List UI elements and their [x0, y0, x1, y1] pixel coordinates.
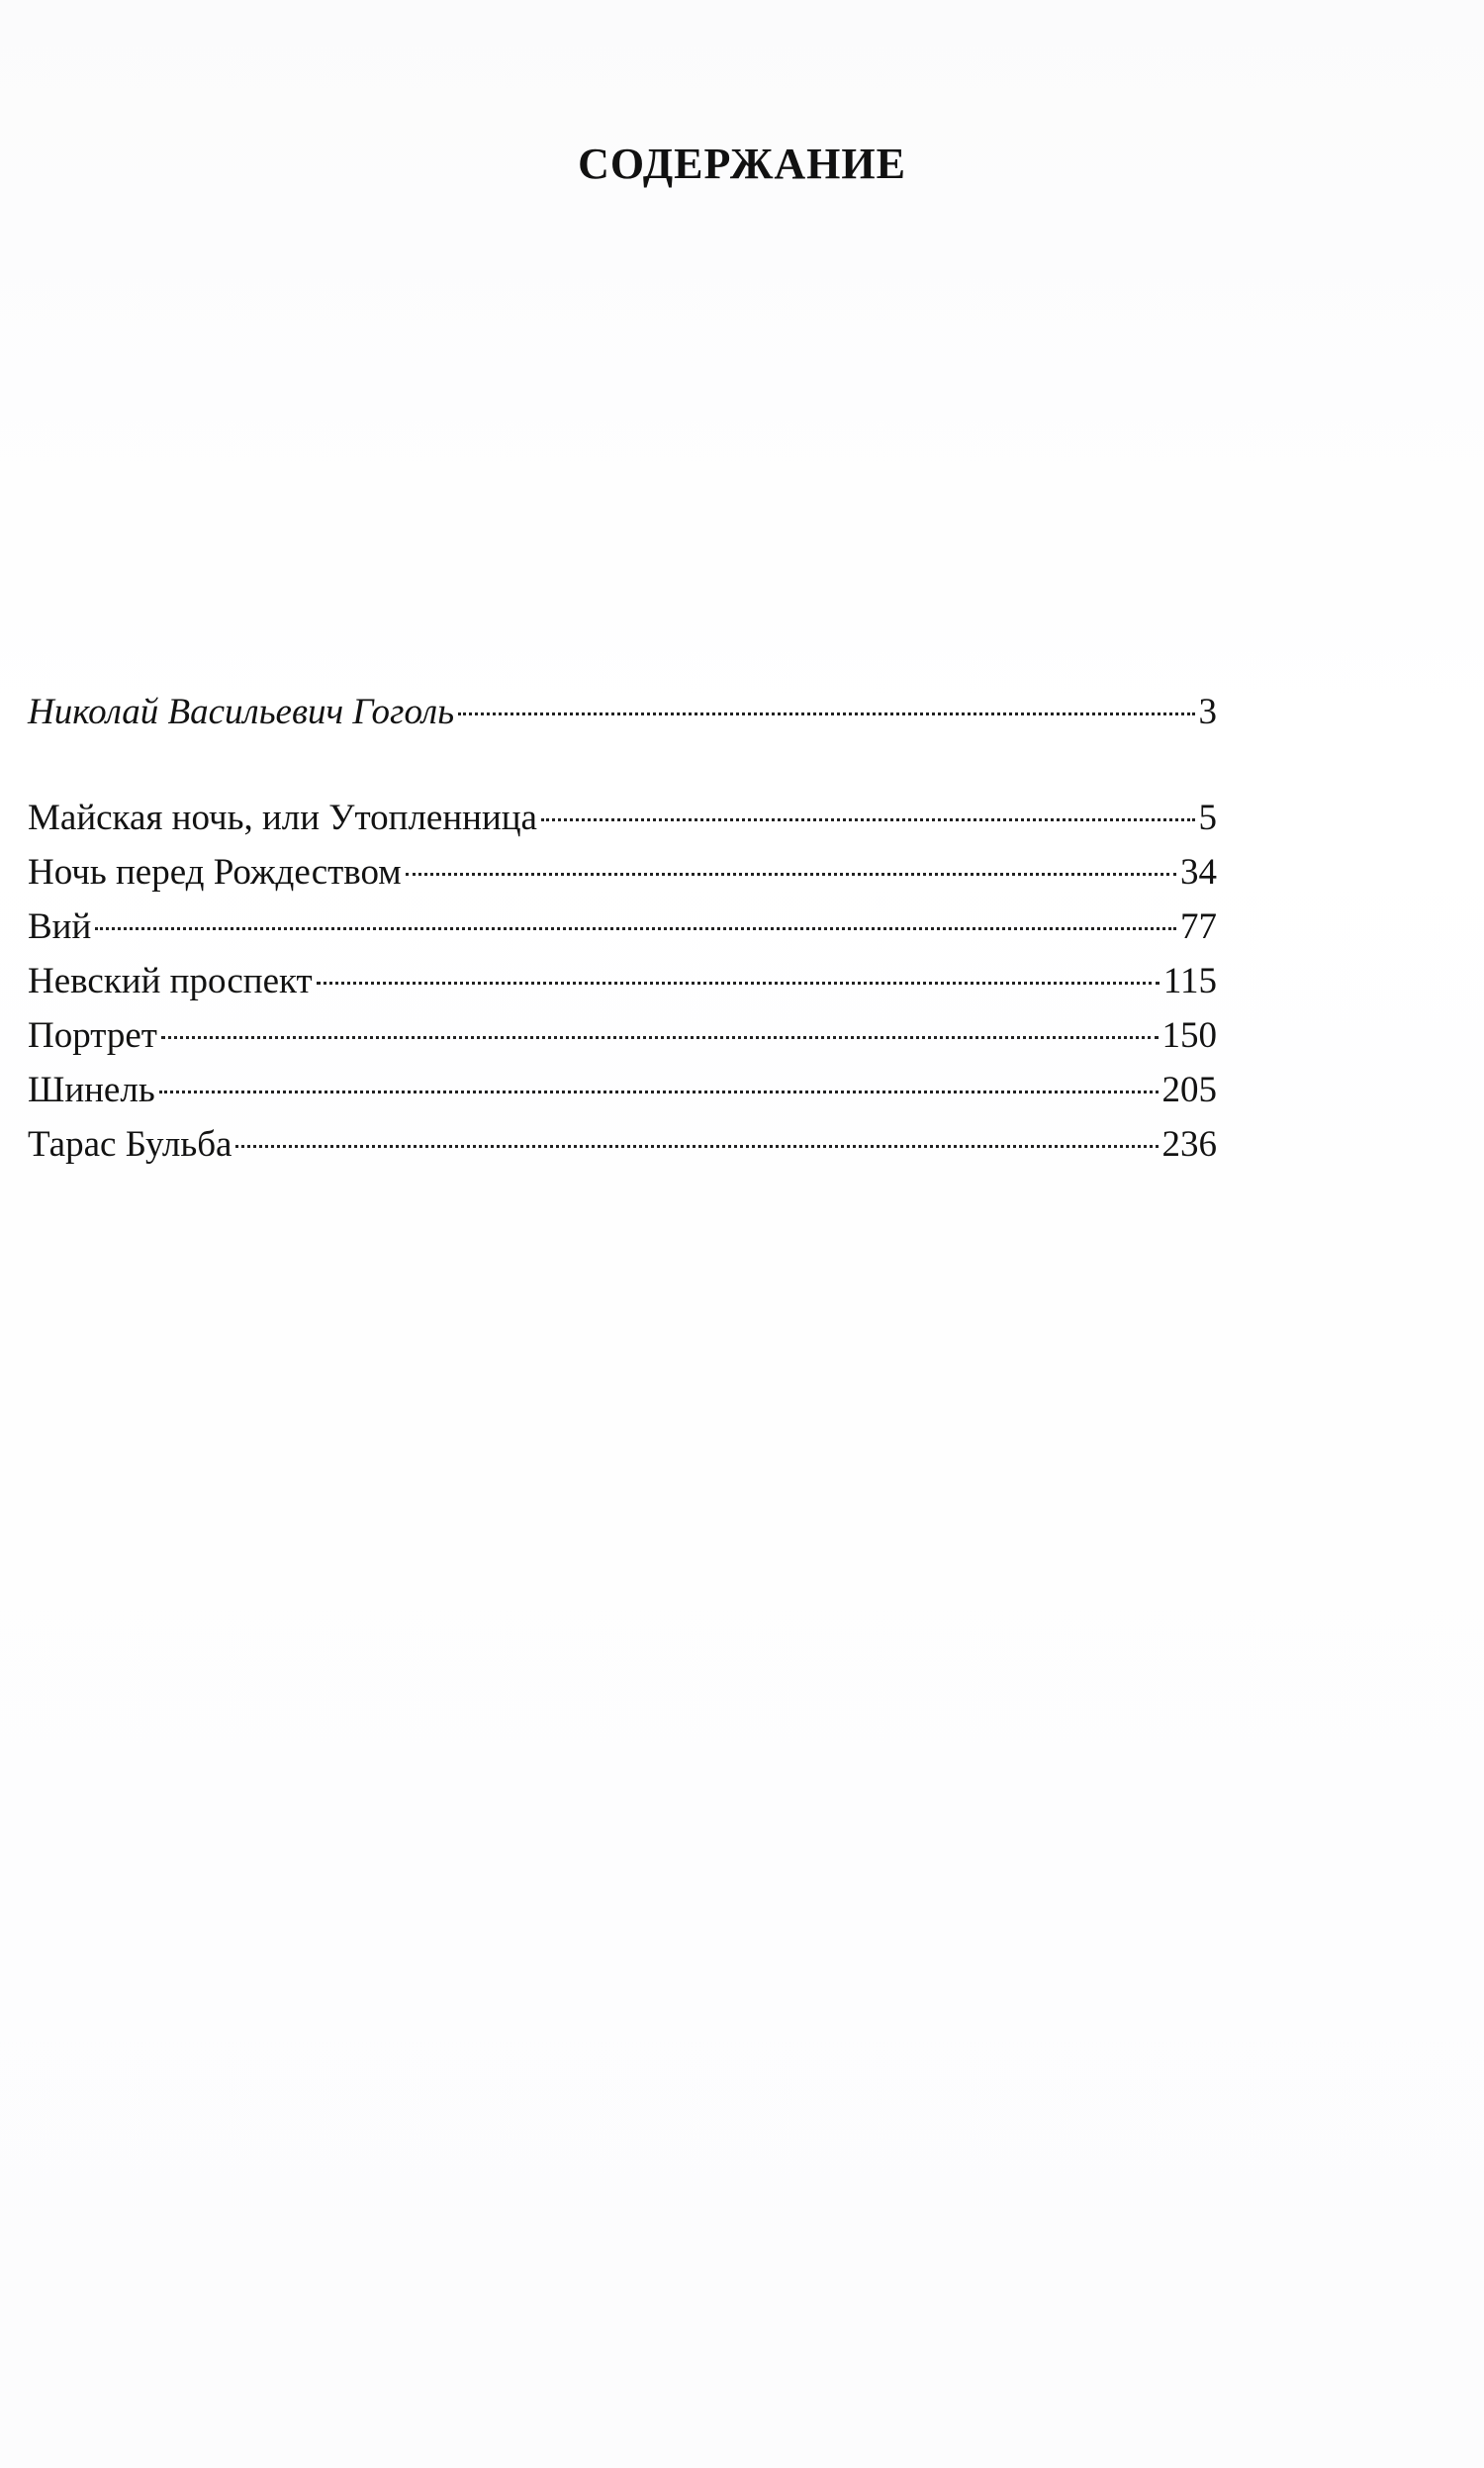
toc-entry	[28, 1066, 1217, 1115]
toc-entry-page: 34	[1180, 852, 1217, 893]
dot-leader	[95, 927, 1176, 930]
toc-entry-page: 205	[1161, 1070, 1217, 1110]
toc-entry	[28, 794, 1217, 843]
dot-leader	[159, 1091, 1159, 1093]
dot-leader	[235, 1145, 1158, 1148]
dot-leader	[406, 873, 1176, 876]
toc-entry-title: Невский проспект	[28, 961, 313, 1001]
toc-entry-title: Тарас Бульба	[28, 1124, 232, 1165]
toc-entry-title: Николай Васильевич Гоголь	[28, 692, 455, 732]
toc-entry	[28, 902, 1217, 952]
toc-entry-title: Вий	[28, 906, 92, 947]
toc-entry-page: 150	[1161, 1015, 1217, 1056]
dot-leader	[541, 818, 1195, 821]
toc-entry-title: Шинель	[28, 1070, 155, 1110]
toc-entry	[28, 1011, 1217, 1061]
toc-entry-title: Портрет	[28, 1015, 157, 1056]
toc-entry-page: 115	[1162, 961, 1217, 1001]
toc-entry	[28, 848, 1217, 898]
toc-entry-page: 236	[1161, 1124, 1217, 1165]
toc-entry	[28, 1120, 1217, 1170]
toc-entry-page: 77	[1180, 906, 1217, 947]
toc-entry-author	[28, 688, 1217, 737]
toc-entry-page: 3	[1198, 692, 1217, 732]
toc-entry	[28, 957, 1217, 1006]
toc-entry-page: 5	[1198, 798, 1217, 838]
dot-leader	[317, 982, 1159, 985]
dot-leader	[161, 1036, 1159, 1039]
page-title: СОДЕРЖАНИЕ	[578, 140, 906, 188]
toc-entry-title: Майская ночь, или Утопленница	[28, 798, 537, 838]
dot-leader	[458, 712, 1194, 715]
toc-entry-title: Ночь перед Рождеством	[28, 852, 402, 893]
